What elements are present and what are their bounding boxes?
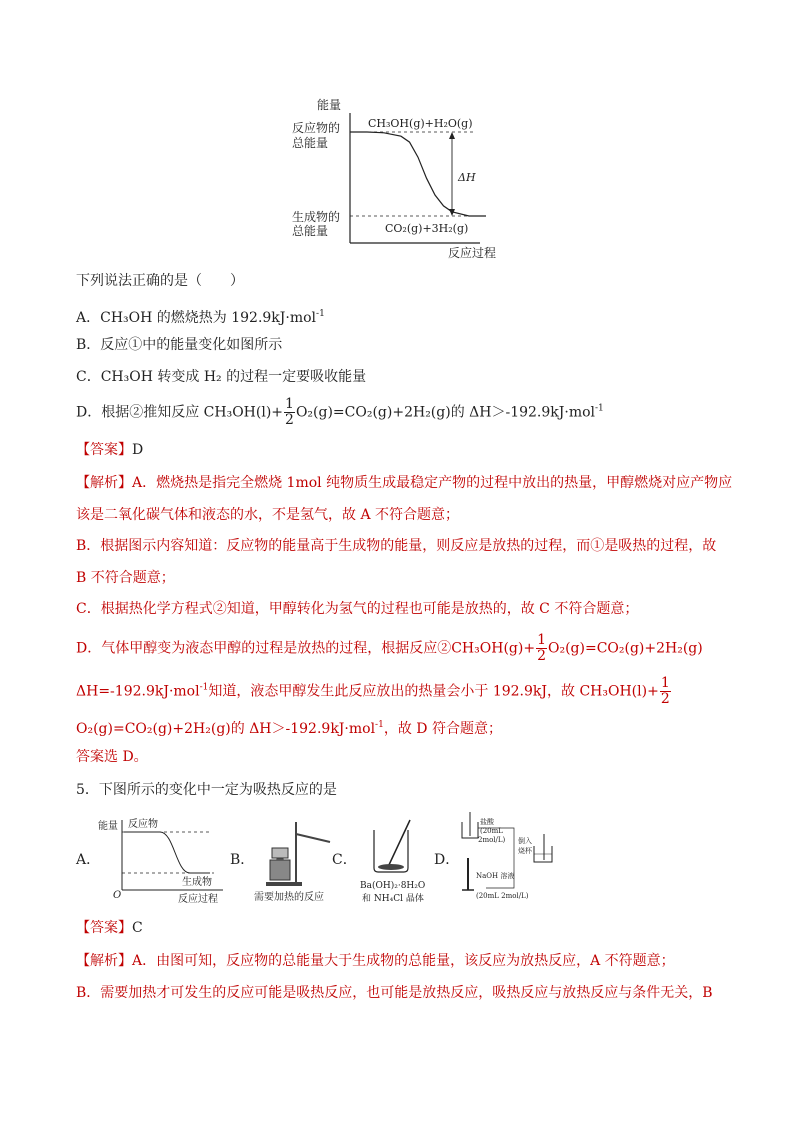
analysis-1-d-fraction-1 bbox=[536, 633, 547, 664]
x-axis-label: 反应过程 bbox=[448, 246, 497, 260]
q5a-origin: O bbox=[113, 890, 122, 901]
reactant-energy-label-2: 总能量 bbox=[292, 136, 329, 150]
q5c-caption-2: 和 NH₄Cl 晶体 bbox=[362, 894, 424, 904]
analysis-1-d-frac1-num: 1 bbox=[537, 632, 546, 648]
option-a bbox=[76, 304, 325, 328]
q5b-burner bbox=[270, 860, 290, 880]
answer-2-label: 【答案】 bbox=[76, 920, 132, 936]
analysis-1-d-line2 bbox=[76, 676, 672, 707]
product-energy-label-2: 总能量 bbox=[292, 224, 329, 238]
q5a-energy-curve bbox=[124, 832, 210, 873]
analysis-1-d-fraction-2 bbox=[660, 676, 671, 707]
option-d-pre: D．根据②推知反应 CH₃OH(l)+ bbox=[76, 404, 284, 421]
q5c-glass-rod bbox=[388, 820, 410, 867]
answer-1-label: 【答案】 bbox=[76, 442, 132, 458]
reactant-species-label: CH₃OH(g)+H₂O(g) bbox=[368, 117, 473, 130]
analysis-1-c-line: C．根据热化学方程式②知道，甲醇转化为氢气的过程也可能是放热的，故 C 不符合题意； bbox=[76, 601, 639, 617]
q5d-acid-label-3: 2mol/L) bbox=[478, 836, 506, 844]
q5a-x-label: 反应过程 bbox=[178, 894, 218, 904]
analysis-1-d-line3-sup: -1 bbox=[375, 720, 384, 730]
q5-figure-d bbox=[456, 808, 560, 904]
analysis-1-b-line1: B．根据图示内容知道：反应物的能量高于生成物的能量，则反应是放热的过程，而①是吸热的过程，故 bbox=[76, 538, 717, 554]
q5-option-a-label: A． bbox=[76, 852, 101, 868]
q5d-pour-1: 倒入 bbox=[518, 837, 532, 845]
q5c-crystals bbox=[378, 864, 404, 870]
option-d-post: O₂(g)=CO₂(g)+2H₂(g)的 ΔH＞-192.9kJ·mol bbox=[295, 404, 595, 421]
q5b-tube bbox=[296, 834, 330, 842]
answer-2-value: C bbox=[132, 920, 143, 936]
q5d-acid-label-2: (20mL bbox=[480, 827, 503, 835]
energy-diagram bbox=[280, 95, 520, 260]
final-answer: 答案选 D。 bbox=[76, 749, 148, 765]
q5a-y-label: 能量 bbox=[98, 821, 118, 832]
analysis-1-d-line2-a: ΔH=-192.9kJ·mol bbox=[76, 683, 200, 700]
analysis-1-d-line1-post: O₂(g)=CO₂(g)+2H₂(g) bbox=[547, 640, 703, 657]
analysis-1-d-line3-a: O₂(g)=CO₂(g)+2H₂(g)的 ΔH＞-192.9kJ·mol bbox=[76, 721, 376, 737]
option-d-frac-den: 2 bbox=[285, 412, 294, 428]
analysis-1-d-line3-tail: ，故 D 符合题意； bbox=[383, 721, 502, 737]
answer-2 bbox=[76, 918, 143, 938]
option-c: C．CH₃OH 转变成 H₂ 的过程一定要吸收能量 bbox=[76, 369, 367, 385]
analysis-1-d-frac2-den: 2 bbox=[660, 691, 670, 707]
q5a-reactant-label: 反应物 bbox=[128, 819, 158, 830]
analysis-2-label: 【解析】 bbox=[76, 953, 132, 969]
option-a-sup: -1 bbox=[316, 309, 325, 319]
analysis-1-d-line2-sup: -1 bbox=[199, 682, 209, 693]
analysis-1-d-frac1-den: 2 bbox=[537, 648, 546, 664]
option-d bbox=[76, 397, 604, 428]
reactant-energy-label-1: 反应物的 bbox=[292, 121, 341, 135]
option-a-text: A．CH₃OH 的燃烧热为 192.9kJ·mol bbox=[76, 310, 317, 326]
analysis-1-a-line1 bbox=[76, 473, 732, 493]
analysis-1-b-line2: B 不符合题意； bbox=[76, 570, 175, 586]
q5-option-c-label: C． bbox=[332, 852, 357, 868]
analysis-1-d-frac2-num: 1 bbox=[660, 675, 670, 691]
option-b: B．反应①中的能量变化如图所示 bbox=[76, 337, 283, 353]
product-species-label: CO₂(g)+3H₂(g) bbox=[385, 222, 469, 235]
q5a-product-label: 生成物 bbox=[182, 877, 212, 888]
analysis-2-a-text: A．由图可知，反应物的总能量大于生成物的总能量，该反应为放热反应，A 不符题意； bbox=[132, 953, 675, 969]
q5d-base-label-1: NaOH 溶液 bbox=[476, 872, 515, 880]
option-d-sup: -1 bbox=[595, 403, 604, 414]
question-intro: 下列说法正确的是（ ） bbox=[76, 273, 244, 289]
answer-1 bbox=[76, 440, 143, 460]
q5-option-d-label: D． bbox=[434, 852, 460, 868]
delta-h-arrowhead-top bbox=[449, 132, 455, 139]
analysis-2-b-line: B．需要加热才可发生的反应可能是吸热反应，也可能是放热反应，吸热反应与放热反应与条件无关，B bbox=[76, 985, 713, 1001]
question-5: 5．下图所示的变化中一定为吸热反应的是 bbox=[76, 782, 337, 798]
delta-h-label: ΔH bbox=[458, 171, 476, 184]
q5c-caption-1: Ba(OH)₂·8H₂O bbox=[360, 881, 426, 891]
q5b-flask bbox=[272, 848, 288, 858]
product-energy-label-1: 生成物的 bbox=[292, 210, 341, 224]
q5-figure-b bbox=[252, 812, 342, 904]
q5-figure-a bbox=[98, 812, 228, 904]
analysis-1-d-line1 bbox=[76, 633, 703, 664]
q5d-base-label-2: (20mL 2mol/L) bbox=[476, 892, 529, 900]
analysis-1-label: 【解析】 bbox=[76, 475, 132, 491]
analysis-1-d-line3 bbox=[76, 715, 502, 739]
q5-figure-c bbox=[352, 812, 442, 904]
q5b-caption: 需要加热的反应 bbox=[254, 892, 324, 903]
option-d-frac-num: 1 bbox=[285, 396, 294, 412]
analysis-2-a-line bbox=[76, 951, 675, 971]
q5d-acid-label-1: 盐酸 bbox=[480, 818, 494, 826]
answer-1-value: D bbox=[132, 442, 144, 458]
analysis-1-d-line2-b: 知道，液态甲醇发生此反应放出的热量会小于 192.9kJ，故 CH₃OH(l)+ bbox=[208, 683, 659, 700]
q5d-pour-2: 烧杯 bbox=[518, 847, 532, 855]
option-d-fraction bbox=[284, 397, 295, 428]
analysis-1-a-text1: A．燃烧热是指完全燃烧 1mol 纯物质生成最稳定产物的过程中放出的热量，甲醇燃烧对应产物应 bbox=[132, 475, 733, 491]
y-axis-label: 能量 bbox=[317, 98, 342, 112]
q5b-stand-base bbox=[266, 882, 302, 886]
analysis-1-d-line1-pre: D．气体甲醇变为液态甲醇的过程是放热的过程，根据反应②CH₃OH(g)+ bbox=[76, 640, 536, 657]
analysis-1-a-line2: 该是二氧化碳气体和液态的水，不是氢气，故 A 不符合题意； bbox=[76, 507, 460, 523]
q5-option-b-label: B． bbox=[230, 852, 255, 868]
